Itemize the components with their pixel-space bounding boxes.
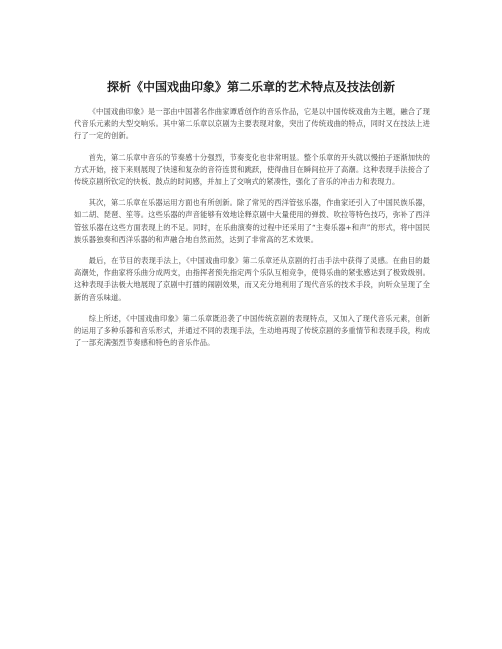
document-title: 探析《中国戏曲印象》第二乐章的艺术特点及技法创新 [106, 80, 395, 94]
paragraph-intro: 《中国戏曲印象》是一部由中国著名作曲家谭盾创作的音乐作品，它是以中国传统戏曲为主题，融合了现代音乐元素的大型交响乐。其中第二乐章以京剧为主要表现对象，突出了传统戏曲的特点，同时又在技法上进行了一定的创新。 [74, 107, 430, 141]
paragraph-rhythm: 首先，第二乐章中音乐的节奏感十分强烈，节奏变化也非常明显。整个乐章的开头就以慢拍子逐渐加快的方式开始，接下来则展现了快速和复杂的音符连贯和跳跃，使得曲目在瞬间拉开了高潮。这种表现手法接合了传统京剧所钦定的快板、鼓点的时间感，并加上了交响式的紧凑性，强化了音乐的冲击力和表现力。 [74, 152, 430, 187]
paragraph-techniques: 最后，在节目的表现手法上，《中国戏曲印象》第二乐章还从京剧的打击手法中获得了灵感。在曲目的最高潮处，作曲家将乐曲分成两支，由指挥者预先指定两个乐队互相竞争，使得乐曲的紧张感达到了极致级别。这种表现手法极大地展现了京剧中打擂的闹剧效果，而又充分地利用了现代音乐的技术手段，向听众呈现了全新的音乐味道。 [74, 256, 430, 302]
paragraph-instruments: 其次，第二乐章在乐器运用方面也有所创新。除了常见的西洋管弦乐器，作曲家还引入了中国民族乐器，如二胡、琵琶、笙等。这些乐器的声音能够有效地诠释京剧中大量使用的弹拨、吹拉等特色技巧，弥补了西洋管弦乐器在这些方面表现上的不足。同时，在乐曲演奏的过程中还采用了“主奏乐器+和声”的形式，将中国民族乐器独奏和西洋乐器的和声融合地自然而然，达到了非常高的艺术效果。 [74, 198, 430, 244]
document-body [74, 106, 430, 358]
paragraph-conclusion: 综上所述，《中国戏曲印象》第二乐章既沿袭了中国传统京剧的表现特点，又加入了现代音乐元素，创新的运用了多种乐器和音乐形式，并通过不同的表现手法，生动地再现了传统京剧的多重情节和表现手段，构成了一部充满强烈节奏感和特色的音乐作品。 [74, 313, 430, 348]
